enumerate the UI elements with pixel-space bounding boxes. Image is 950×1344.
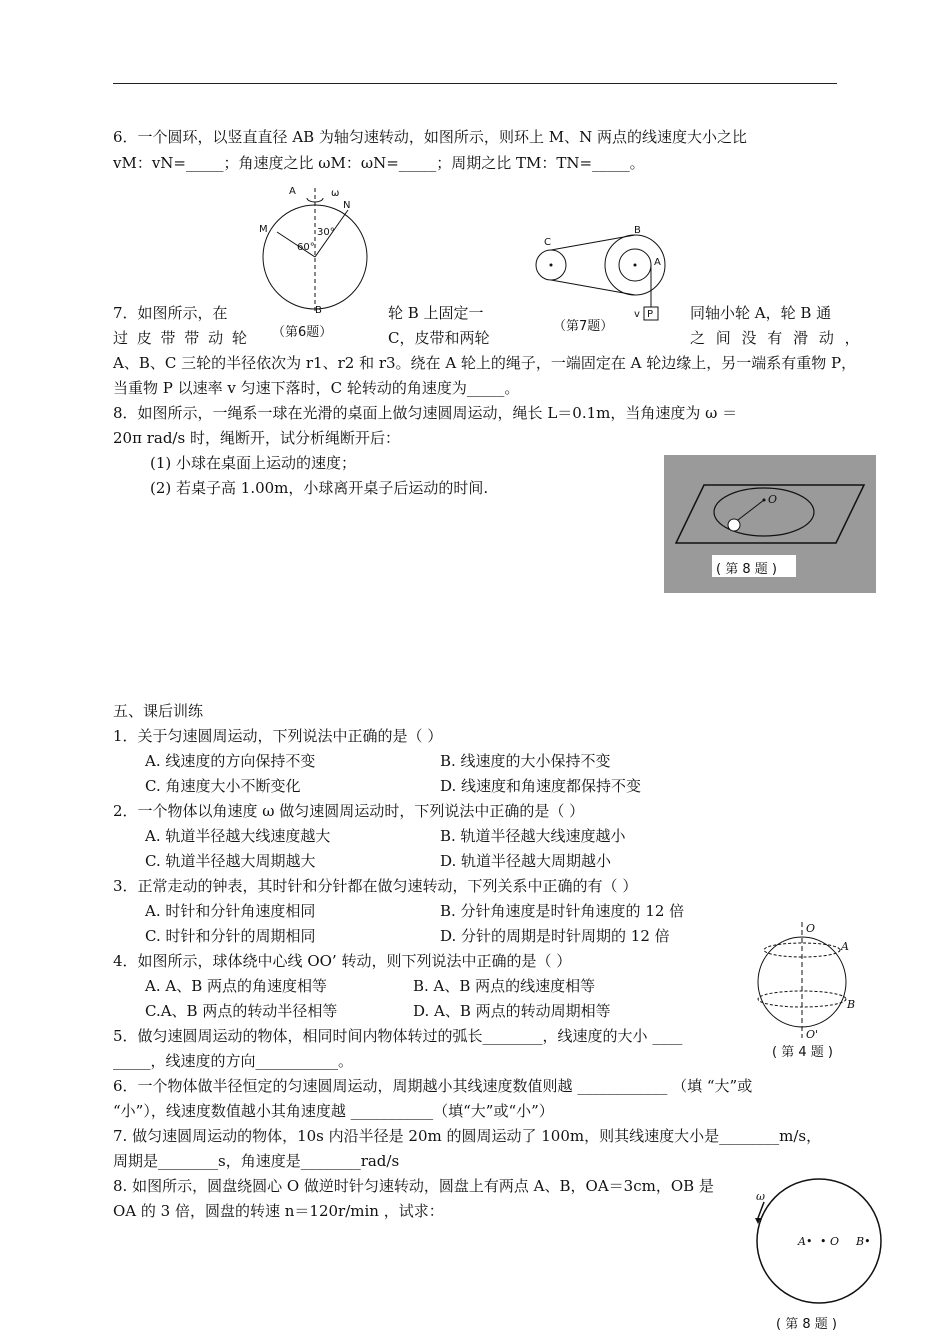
s5-q1-option-a: A. 线速度的方向保持不变 [145,752,316,770]
q6-line1: 6．一个圆环，以竖直直径 AB 为轴匀速转动，如图所示，则环上 M、N 两点的线速度大小之比 [113,128,747,146]
q8-label-O: O [768,493,778,506]
s5-q3-option-d: D. 分针的周期是时针周期的 12 倍 [440,927,670,945]
q7-label-C: C [544,237,551,248]
q6-label-60: 60° [297,242,315,253]
s5-q4-option-c: C.A、B 两点的转动半径相等 [145,1002,338,1020]
s5-q6-line2: “小”），线速度数值越小其角速度越 ___________（填“大”或“小”） [113,1102,554,1120]
s5-q3-option-a: A. 时针和分针角速度相同 [145,902,316,920]
s5-q7-line2: 周期是________s，角速度是________rad/s [113,1152,400,1170]
s5-q6-line1: 6．一个物体做半径恒定的匀速圆周运动，周期越小其线速度数值则越 ____________ （填 “大”或 [113,1077,753,1095]
q8-item1: (1) 小球在桌面上运动的速度； [150,454,357,472]
s5-q4-caption: ( 第 4 题 ) [772,1045,833,1060]
q7-label-P: P [647,309,654,320]
s5-q2-option-c: C. 轨道半径越大周期越大 [145,852,316,870]
q7-caption: （第7题） [553,319,614,334]
s5-q4-option-d: D. A、B 两点的转动周期相等 [413,1002,611,1020]
q7-label-B: B [634,225,641,236]
q8-caption: ( 第 8 题 ) [716,562,777,577]
q7-line2a: 过 皮 带 带 动 轮 [113,329,249,347]
s5-q4-label-O: O [806,922,816,935]
s5-q3-option-b: B. 分针角速度是时针角速度的 12 倍 [440,902,685,920]
s5-q4-option-a: A. A、B 两点的角速度相等 [145,977,327,995]
s5-q4-option-b: B. A、B 两点的线速度相等 [413,977,596,995]
q7-line2c: 之 间 没 有 滑 动 ， [690,329,863,347]
s5-q1-option-b: B. 线速度的大小保持不变 [440,752,611,770]
q6-label-B: B [315,305,322,316]
s5-q1-option-c: C. 角速度大小不断变化 [145,777,301,795]
q6-ring-figure [255,180,375,325]
q7-line4: 当重物 P 以速率 v 匀速下落时，C 轮转动的角速度为_____。 [113,379,520,397]
s5-q5-line1: 5．做匀速圆周运动的物体，相同时间内物体转过的弧长________，线速度的大小 ____ [113,1027,683,1045]
s5-q4-sphere-figure [752,920,862,1040]
q8-line1: 8．如图所示，一绳系一球在光滑的桌面上做匀速圆周运动，绳长 L＝0.1m，当角速度为 ω ＝ [113,404,738,422]
s5-q8-caption: ( 第 8 题 ) [776,1317,837,1332]
s5-q4-label-B: B [847,998,856,1011]
q7-line2b: C，皮带和两轮 [388,329,490,347]
q6-label-N: N [343,200,351,211]
q6-caption: （第6题） [272,325,333,340]
q7-label-v: v [634,309,640,320]
s5-q4-label-O2: O' [806,1028,819,1041]
q8-item2: (2) 若桌子高 1.00m，小球离开桌子后运动的时间. [150,479,489,497]
q6-line2: vM：vN=_____；角速度之比 ωM：ωN=_____；周期之比 TM：TN=_____。 [113,154,645,172]
q6-label-30: 30° [317,227,335,238]
s5-q2-option-d: D. 轨道半径越大周期越小 [440,852,612,870]
q6-label-A: A [289,186,296,197]
q7-label-A: A [654,257,661,268]
section5-title: 五、课后训练 [113,702,204,720]
q7-pulley-figure [530,225,680,325]
s5-q3-option-c: C. 时针和分针的周期相同 [145,927,316,945]
q7-line1b: 轮 B 上固定一 [388,304,484,322]
s5-q2-option-b: B. 轨道半径越大线速度越小 [440,827,626,845]
q6-label-M: M [259,224,268,235]
s5-q2-option-a: A. 轨道半径越大线速度越大 [145,827,331,845]
header-rule [113,83,837,84]
s5-q3-stem: 3．正常走动的钟表，其时针和分针都在做匀速转动，下列关系中正确的有（ ） [113,877,638,895]
q7-line1a: 7．如图所示，在 [113,304,228,322]
s5-q4-label-A: A [841,940,849,953]
s5-q8-disk-figure [750,1190,880,1310]
s5-q8-line1: 8. 如图所示，圆盘绕圆心 O 做逆时针匀速转动，圆盘上有两点 A、B，OA＝3cm，OB 是 [113,1177,714,1195]
s5-q8-label-omega: ω [756,1190,765,1203]
s5-q7-line1: 7. 做匀速圆周运动的物体，10s 内沿半径是 20m 的圆周运动了 100m，则其线速度大小是________m/s， [113,1127,822,1145]
s5-q4-stem: 4．如图所示，球体绕中心线 OO’ 转动，则下列说法中正确的是（ ） [113,952,572,970]
s5-q1-stem: 1．关于匀速圆周运动，下列说法中正确的是（ ） [113,727,443,745]
s5-q1-option-d: D. 线速度和角速度都保持不变 [440,777,642,795]
s5-q5-line2: _____，线速度的方向___________。 [113,1052,354,1070]
s5-q2-stem: 2．一个物体以角速度 ω 做匀速圆周运动时，下列说法中正确的是（ ） [113,802,585,820]
q8-line2: 20π rad/s 时，绳断开，试分析绳断开后： [113,429,400,447]
q8-table-figure [664,455,876,593]
q7-line1c: 同轴小轮 A，轮 B 通 [690,304,832,322]
s5-q8-label-A: A• [798,1235,813,1248]
s5-q8-label-B: B• [856,1235,871,1248]
q7-line3: A、B、C 三轮的半径依次为 r1、r2 和 r3。绕在 A 轮上的绳子，一端固定在 A 轮边缘上，另一端系有重物 P， [113,354,857,372]
q6-label-omega: ω [331,188,340,199]
s5-q8-label-O: • O [820,1235,840,1248]
s5-q8-line2: OA 的 3 倍，圆盘的转速 n＝120r/min ，试求： [113,1202,444,1220]
